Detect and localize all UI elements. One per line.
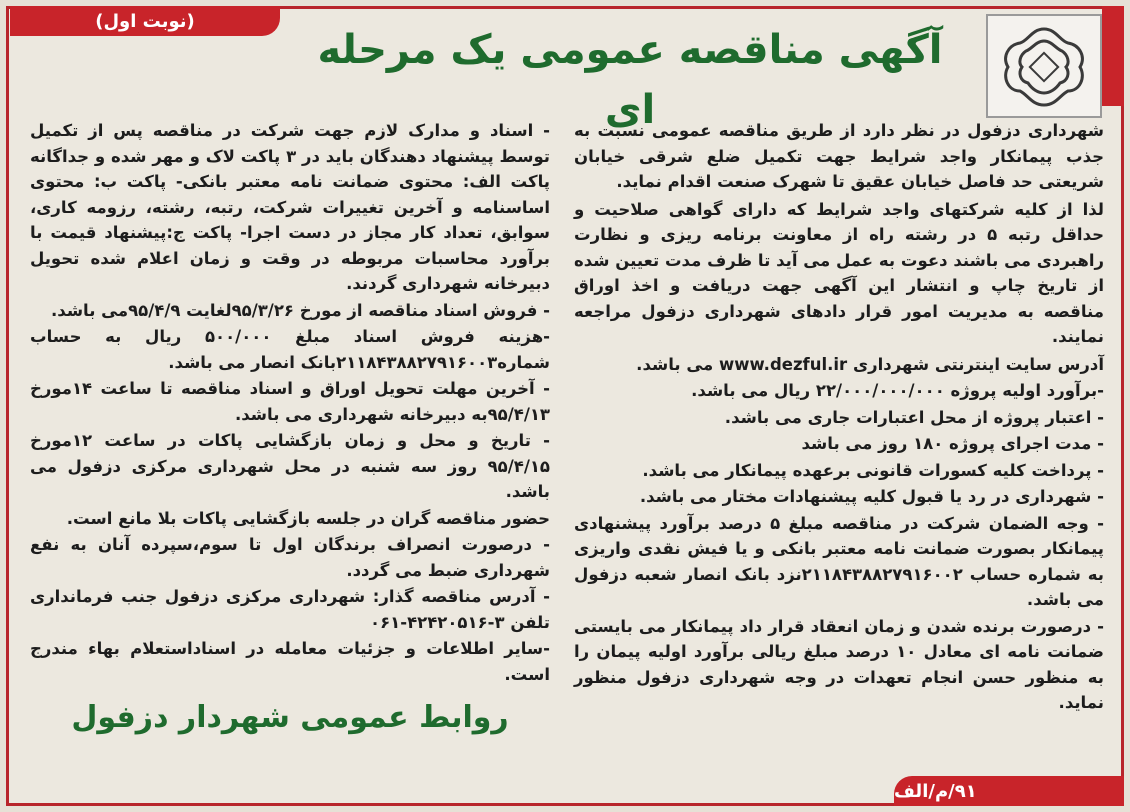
decorative-band: [1102, 6, 1124, 106]
list-item: - تاریخ و محل و زمان بازگشایی پاکات در ساعت ۱۲مورخ ۹۵/۴/۱۵ روز سه شنبه در محل شهرداری مرکزی دزفول می باشد.: [30, 431, 550, 501]
reference-code: ۹۱/م/الف: [894, 776, 1124, 806]
footer: [6, 772, 1124, 806]
list-item: - آخرین مهلت تحویل اوراق و اسناد مناقصه تا ساعت ۱۴مورخ ۹۵/۴/۱۳به دبیرخانه شهرداری می باشد.: [30, 379, 550, 424]
signature: روابط عمومی شهردار دزفول: [71, 700, 509, 735]
left-column: [30, 118, 550, 688]
right-column: [574, 118, 1104, 717]
list-item: -سایر اطلاعات و جزئیات معامله در اسناداستعلام بهاء مندرج است.: [30, 639, 550, 684]
emblem-icon: [998, 23, 1090, 109]
list-item: -برآورد اولیه پروژه ۲۲/۰۰۰/۰۰۰/۰۰۰ ریال می باشد.: [691, 381, 1104, 400]
list-item: - آدرس مناقصه گذار: شهرداری مرکزی دزفول جنب فرمانداری تلفن ۳-۴۲۴۲۰۵۱۶-۰۶۱: [30, 587, 550, 632]
list-item: حضور مناقصه گران در جلسه بازگشایی پاکات بلا مانع است.: [66, 508, 550, 528]
list-item: آدرس سایت اینترنتی شهرداری www.dezful.ir می باشد.: [636, 354, 1104, 374]
edition-badge: (نوبت اول): [10, 6, 280, 36]
intro-paragraph: شهرداری دزفول در نظر دارد از طریق مناقصه عمومی نسبت به جذب پیمانکار واجد شرایط جهت تکمیل ضلع شرقی خیابان شریعتی حد فاصل خیابان عقیق تا شهرک صنعت اقدام نماید.: [574, 121, 1104, 191]
list-item: - شهرداری در رد یا قبول کلیه پیشنهادات مختار می باشد.: [639, 487, 1104, 506]
municipality-logo: [986, 14, 1102, 118]
list-item: - اسناد و مدارک لازم جهت شرکت در مناقصه پس از تکمیل توسط پیشنهاد دهندگان باید در ۳ پاکت لاک و مهر شده و جداگانه پاکت الف: محتوی ضمانت نامه معتبر بانکی- پاکت ب: محتوی اساسنامه و آخرین تغییرات شرکت، رتبه، رشته، رزومه کاری، سوابق، تعداد کار مجاز در دست اجرا- پاکت ج:پیشنهاد قیمت با برآورد محاسبات مربوطه در وقت و زمان اعلام شده تحویل دبیرخانه شهرداری گردند.: [30, 121, 550, 293]
list-item: - فروش اسناد مناقصه از مورخ ۹۵/۳/۲۶لغایت ۹۵/۴/۹می باشد.: [51, 300, 550, 320]
list-item: -هزینه فروش اسناد مبلغ ۵۰۰/۰۰۰ ریال به حساب شماره۲۱۱۸۴۳۸۸۲۷۹۱۶۰۰۳بانک انصار می باشد.: [30, 327, 550, 372]
list-item: - وجه الضمان شرکت در مناقصه مبلغ ۵ درصد برآورد پیشنهادی پیمانکار بصورت ضمانت نامه معتبر بانکی و یا فیش نقدی واریزی به شماره حساب ۲۱۱۸۴۳۸۸۲۷۹۱۶۰۰۲نزد بانک انصار شعبه دزفول می باشد.: [574, 513, 1104, 609]
list-item: - مدت اجرای پروژه ۱۸۰ روز می باشد: [801, 434, 1104, 453]
page-title: آگهی مناقصه عمومی یک مرحله ای: [317, 27, 943, 133]
list-item: - درصورت برنده شدن و زمان انعقاد قرار داد پیمانکار می بایستی ضمانت نامه ای معادل ۱۰ درصد مبلغ ریالی برآورد اولیه پیمان را به منظور حسن انجام تعهدات در وجه شهرداری دزفول منظور نماید.: [574, 616, 1104, 712]
list-item: - پرداخت کلیه کسورات قانونی برعهده پیمانکار می باشد.: [642, 460, 1104, 480]
list-item: - درصورت انصراف برندگان اول تا سوم،سپرده آنان به نفع شهرداری ضبط می گردد.: [30, 535, 550, 580]
list-item: - اعتبار پروژه از محل اعتبارات جاری می باشد.: [724, 407, 1104, 427]
invite-paragraph: لذا از کلیه شرکتهای واجد شرایط که دارای گواهی صلاحیت و حداقل رتبه ۵ در رشته راه از معاونت برنامه ریزی و نظارت راهبردی می باشند دعوت به عمل می آید تا ظرف مدت تعیین شده از تاریخ چاپ و انتشار این آگهی جهت دریافت و اخذ اوراق مناقصه به مدیریت امور قرار دادهای شهرداری دزفول مراجعه نمایند.: [574, 199, 1104, 346]
